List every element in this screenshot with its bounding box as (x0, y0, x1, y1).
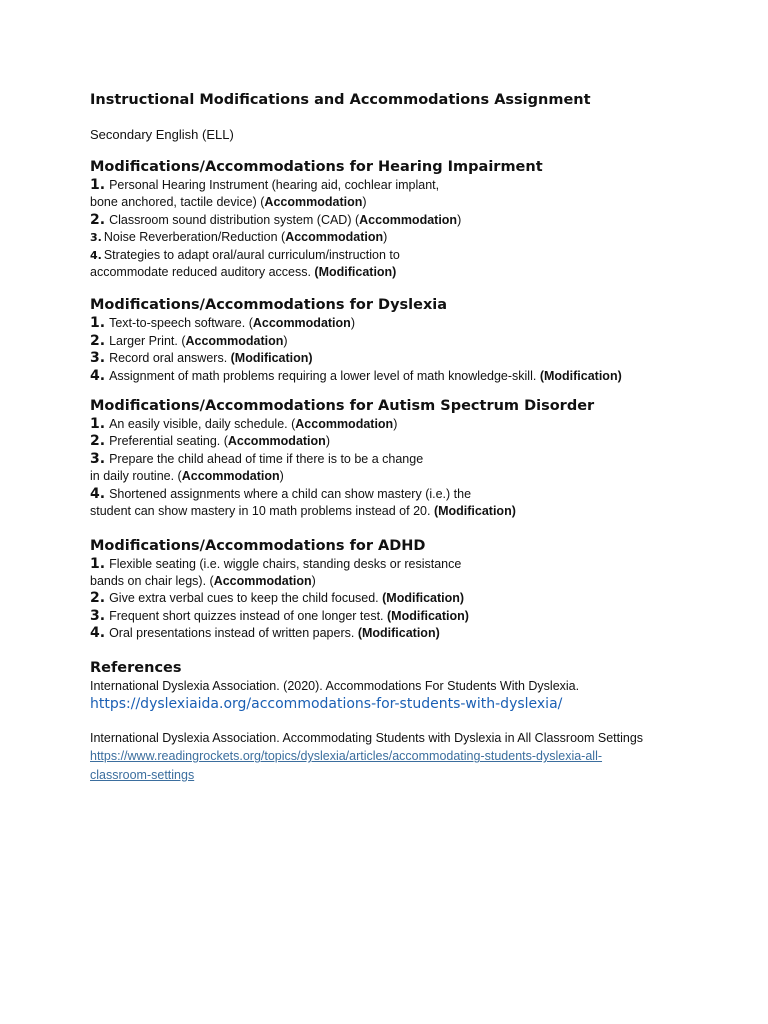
section-heading-dyslexia: Modifications/Accommodations for Dyslexia (90, 297, 448, 314)
item-close: ) (457, 212, 462, 227)
item-tag: Accommodation (181, 469, 280, 484)
item-close: ) (350, 316, 355, 331)
document-page (90, 90, 690, 784)
item-text: Oral presentations instead of written papers. (109, 626, 358, 641)
list-item (90, 486, 690, 521)
item-text: Prepare the child ahead of time if there is to be a change (109, 451, 424, 466)
item-text: Record oral answers. (109, 351, 231, 366)
list-item (90, 451, 690, 486)
item-close: ) (362, 195, 367, 210)
section-references (90, 659, 690, 785)
section-heading-hearing: Modifications/Accommodations for Hearing Impairment (90, 159, 543, 175)
item-tag: Accommodation (227, 434, 326, 449)
item-text: Text-to-speech software. ( (109, 316, 253, 331)
item-number: 3. (90, 450, 106, 467)
item-text: Preferential seating. ( (109, 434, 228, 449)
item-text: in daily routine. ( (90, 469, 182, 484)
item-number: 1. (90, 315, 106, 332)
item-number: 4. (90, 248, 102, 262)
item-number: 2. (90, 211, 106, 228)
section-adhd (90, 537, 690, 643)
item-tag: Accommodation (295, 417, 394, 432)
item-tag: (Modification) (357, 626, 440, 641)
item-close: ) (393, 417, 398, 432)
item-close: ) (383, 230, 388, 245)
list-item (90, 608, 690, 625)
list-item (90, 247, 690, 282)
list-item (90, 368, 690, 385)
item-number: 1. (90, 416, 106, 433)
item-number: 4. (90, 625, 106, 642)
item-text: Give extra verbal cues to keep the child focused. (109, 591, 383, 606)
references-heading: References (90, 659, 182, 676)
item-tag: Accommodation (252, 316, 351, 331)
item-tag: (Modification) (314, 265, 397, 280)
list-item (90, 350, 690, 367)
reference-spacer (90, 714, 690, 730)
item-close: ) (311, 573, 316, 588)
item-text: An easily visible, daily schedule. ( (109, 417, 296, 432)
item-text: Strategies to adapt oral/aural curriculum/instruction to (103, 247, 400, 262)
list-item (90, 556, 690, 591)
item-number: 1. (90, 177, 106, 193)
section-dyslexia (90, 296, 690, 385)
item-number: 4. (90, 485, 106, 502)
item-tag: Accommodation (185, 333, 284, 348)
item-tag: Accommodation (213, 573, 312, 588)
reference-2-link-line-1[interactable]: https://www.readingrockets.org/topics/dyslexia/articles/accommodating-students-dyslexia-all- (90, 749, 603, 764)
item-tag: Accommodation (264, 195, 363, 210)
item-text: Frequent short quizzes instead of one longer test. (109, 608, 388, 623)
item-text: Noise Reverberation/Reduction ( (103, 230, 286, 245)
item-text: bone anchored, tactile device) ( (90, 195, 265, 210)
item-tag: (Modification) (433, 504, 516, 519)
item-tag: (Modification) (539, 368, 622, 383)
section-autism (90, 397, 690, 520)
item-text: Personal Hearing Instrument (hearing aid, cochlear implant, (109, 178, 440, 192)
list-item (90, 433, 690, 450)
item-number: 2. (90, 590, 106, 607)
reference-1-text: International Dyslexia Association. (2020). Accommodations For Students With Dyslexia. (90, 678, 580, 693)
item-number: 1. (90, 555, 106, 572)
reference-2-link[interactable] (90, 747, 690, 784)
reference-2-link-line-2[interactable]: classroom-settings (90, 767, 195, 782)
item-number: 2. (90, 332, 106, 349)
item-number: 3. (90, 350, 106, 367)
item-text: Larger Print. ( (109, 333, 186, 348)
reference-2-text: International Dyslexia Association. Accommodating Students with Dyslexia in All Classroom Settings (90, 730, 644, 745)
item-tag: (Modification) (382, 591, 465, 606)
list-item (90, 212, 690, 229)
item-close: ) (325, 434, 330, 449)
item-number: 2. (90, 433, 106, 450)
section-heading-adhd: Modifications/Accommodations for ADHD (90, 537, 426, 554)
list-item (90, 590, 690, 607)
list-item (90, 315, 690, 332)
item-text: Classroom sound distribution system (CAD) ( (109, 212, 360, 227)
document-subtitle: Secondary English (ELL) (90, 127, 234, 142)
list-item (90, 177, 690, 212)
document-title: Instructional Modifications and Accommodations Assignment (90, 92, 591, 108)
list-item (90, 625, 690, 642)
list-item (90, 229, 690, 246)
item-tag: Accommodation (285, 230, 384, 245)
item-text: accommodate reduced auditory access. (90, 265, 315, 280)
item-tag: (Modification) (230, 351, 313, 366)
item-number: 3. (90, 607, 106, 624)
item-tag: Accommodation (359, 212, 458, 227)
item-close: ) (283, 333, 288, 348)
section-heading-autism: Modifications/Accommodations for Autism Spectrum Disorder (90, 398, 595, 415)
item-text: Flexible seating (i.e. wiggle chairs, standing desks or resistance (109, 556, 462, 571)
item-text: Shortened assignments where a child can show mastery (i.e.) the (109, 486, 472, 501)
list-item (90, 333, 690, 350)
item-close: ) (279, 469, 284, 484)
reference-1-link[interactable]: https://dyslexiaida.org/accommodations-for-students-with-dyslexia/ (90, 695, 563, 712)
list-item (90, 416, 690, 433)
section-hearing (90, 158, 690, 281)
item-number: 4. (90, 367, 106, 384)
item-text: student can show mastery in 10 math problems instead of 20. (90, 504, 434, 519)
item-text: Assignment of math problems requiring a lower level of math knowledge-skill. (109, 368, 540, 383)
item-tag: (Modification) (387, 608, 469, 623)
item-text: bands on chair legs). ( (90, 573, 214, 588)
item-number: 3. (90, 231, 102, 245)
